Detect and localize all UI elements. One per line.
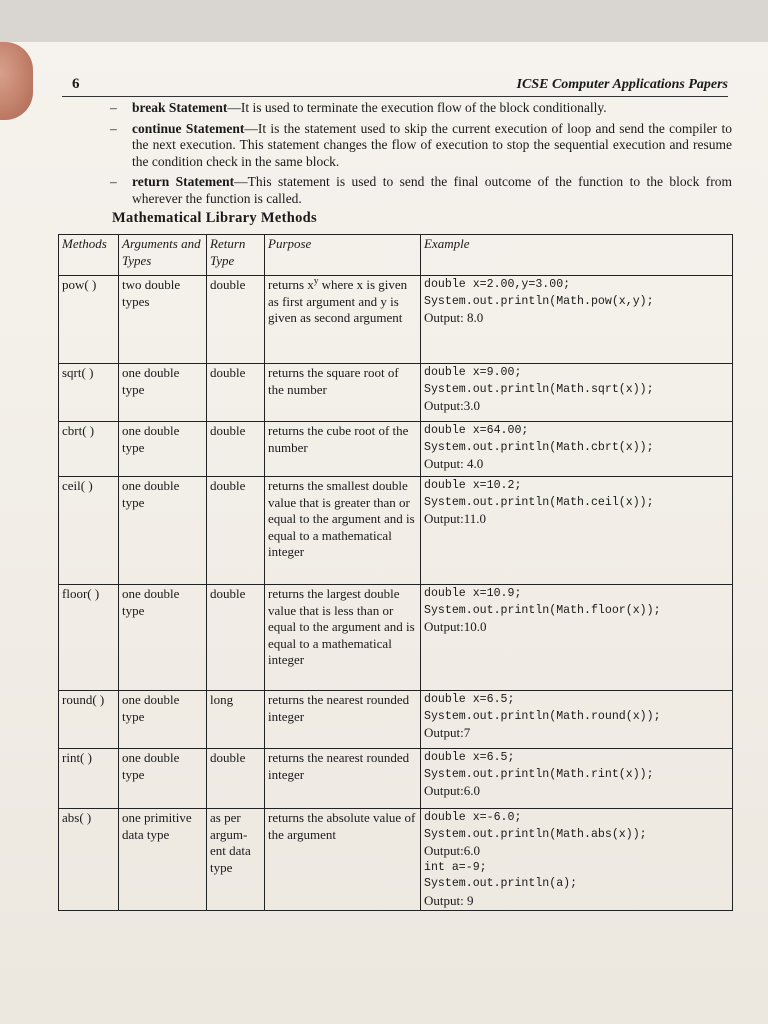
bullet-term: continue Statement	[132, 120, 245, 136]
example-cell	[421, 809, 733, 911]
bullet-text: —It is the statement used to skip the current execution of loop and send the compiler to the next execution. This statement changes the flow of execution to stop the sequential execution and resume the condition check in the same block.	[132, 120, 732, 169]
table-row	[59, 276, 733, 364]
column-header: Return Type	[207, 235, 265, 276]
purpose-superscript: y	[313, 275, 319, 286]
example-code: System.out.println(a);	[424, 877, 578, 890]
page-header	[62, 74, 728, 97]
method-cell: floor( )	[59, 585, 119, 691]
purpose-text: returns the nearest rounded integer	[268, 692, 410, 724]
arguments-cell: one primitive data type	[119, 809, 207, 911]
example-output: Output: 8.0	[424, 310, 484, 325]
example-output: Output:3.0	[424, 398, 480, 413]
arguments-cell: one double type	[119, 364, 207, 422]
example-code: System.out.println(Math.round(x));	[424, 709, 661, 723]
example-code: double x=-6.0;	[424, 811, 522, 824]
column-header: Methods	[59, 235, 119, 276]
purpose-cell	[265, 422, 421, 477]
arguments-cell: one double type	[119, 691, 207, 749]
method-cell: abs( )	[59, 809, 119, 911]
column-header: Example	[421, 235, 733, 276]
method-cell: ceil( )	[59, 477, 119, 585]
example-code: System.out.println(Math.floor(x));	[424, 603, 661, 617]
statement-bullets	[110, 100, 732, 211]
method-cell: rint( )	[59, 749, 119, 809]
return-type-cell: double	[207, 276, 265, 364]
example-cell	[421, 749, 733, 809]
running-head: ICSE Computer Applications Papers	[516, 77, 728, 92]
purpose-text: returns the square root of the number	[268, 365, 399, 397]
example-code: System.out.println(Math.abs(x));	[424, 827, 647, 841]
example-code: System.out.println(Math.ceil(x));	[424, 495, 654, 509]
return-type-cell: double	[207, 364, 265, 422]
example-code: double x=6.5;	[424, 751, 515, 764]
example-output: Output: 9	[424, 892, 474, 908]
bullet-term: return Statement	[132, 174, 235, 189]
example-code: double x=10.2;	[424, 479, 522, 492]
example-cell	[421, 691, 733, 749]
purpose-cell	[265, 585, 421, 691]
background-strip	[0, 0, 768, 42]
example-code: double x=64.00;	[424, 424, 529, 437]
method-cell: pow( )	[59, 276, 119, 364]
purpose-text: returns the cube root of the number	[268, 423, 409, 455]
bullet-return: – return Statement—This statement is used to send the final outcome of the function to the block from wherever the function is called.	[110, 174, 732, 206]
purpose-text: returns the nearest rounded integer	[268, 750, 410, 782]
table-row	[59, 585, 733, 691]
purpose-cell	[265, 691, 421, 749]
example-output: Output: 4.0	[424, 456, 484, 471]
example-cell	[421, 477, 733, 585]
finger-thumb	[0, 42, 33, 120]
arguments-cell: two double types	[119, 276, 207, 364]
arguments-cell: one double type	[119, 477, 207, 585]
example-code: System.out.println(Math.sqrt(x));	[424, 382, 654, 396]
example-code: System.out.println(Math.cbrt(x));	[424, 440, 654, 454]
example-output: Output:7	[424, 725, 471, 740]
return-type-cell: as per argum-ent data type	[207, 809, 265, 911]
purpose-cell	[265, 364, 421, 422]
table-row	[59, 364, 733, 422]
table-row	[59, 749, 733, 809]
return-type-cell: double	[207, 749, 265, 809]
bullet-text: —This statement is used to send the final outcome of the function to the block from wherever the function is called.	[132, 174, 732, 206]
example-code: System.out.println(Math.rint(x));	[424, 767, 654, 781]
method-cell: cbrt( )	[59, 422, 119, 477]
purpose-cell	[265, 276, 421, 364]
example-code: double x=2.00,y=3.00;	[424, 278, 571, 291]
table-header-row	[59, 235, 733, 276]
table-row	[59, 809, 733, 911]
page-number: 6	[72, 76, 80, 92]
return-type-cell: long	[207, 691, 265, 749]
purpose-text: where x is given as first argument and y is given as second argument	[268, 277, 408, 325]
example-code: double x=10.9;	[424, 587, 522, 600]
purpose-text: returns the largest double value that is less than or equal to the argument and is equal to a mathematical integer	[268, 586, 415, 667]
example-output: Output:11.0	[424, 511, 486, 526]
bullet-break: – break Statement—It is used to terminate the execution flow of the block conditionally.	[110, 100, 607, 115]
arguments-cell: one double type	[119, 422, 207, 477]
example-code: double x=6.5;	[424, 693, 515, 706]
example-cell	[421, 276, 733, 364]
purpose-cell	[265, 809, 421, 911]
math-methods-table	[58, 234, 733, 911]
return-type-cell: double	[207, 477, 265, 585]
bullet-term: break Statement	[132, 100, 228, 115]
bullet-text: —It is used to terminate the execution flow of the block conditionally.	[227, 100, 607, 115]
arguments-cell: one double type	[119, 749, 207, 809]
example-output: Output:6.0	[424, 843, 480, 858]
purpose-text: returns the smallest double value that is greater than or equal to the argument and is equal to a mathematical integer	[268, 478, 415, 559]
table-row	[59, 691, 733, 749]
section-title: Mathematical Library Methods	[112, 210, 317, 226]
purpose-cell	[265, 477, 421, 585]
example-output: Output:10.0	[424, 619, 487, 634]
method-cell: round( )	[59, 691, 119, 749]
example-cell	[421, 585, 733, 691]
method-cell: sqrt( )	[59, 364, 119, 422]
purpose-cell	[265, 749, 421, 809]
example-cell	[421, 364, 733, 422]
return-type-cell: double	[207, 422, 265, 477]
example-output: Output:6.0	[424, 783, 480, 798]
bullet-continue: – continue Statement—It is the statement used to skip the current execution of loop and send the compiler to the next execution. This statement changes the flow of execution to stop the sequential execution and resume the condition check in the same block.	[110, 120, 732, 169]
column-header: Arguments and Types	[119, 235, 207, 276]
purpose-text: returns the absolute value of the argument	[268, 810, 416, 842]
example-code: System.out.println(Math.pow(x,y);	[424, 294, 654, 308]
table-row	[59, 422, 733, 477]
arguments-cell: one double type	[119, 585, 207, 691]
return-type-cell: double	[207, 585, 265, 691]
example-cell	[421, 422, 733, 477]
table-row	[59, 477, 733, 585]
purpose-prefix: returns x	[268, 277, 314, 292]
example-code: int a=-9;	[424, 860, 487, 874]
column-header: Purpose	[265, 235, 421, 276]
example-code: double x=9.00;	[424, 366, 522, 379]
